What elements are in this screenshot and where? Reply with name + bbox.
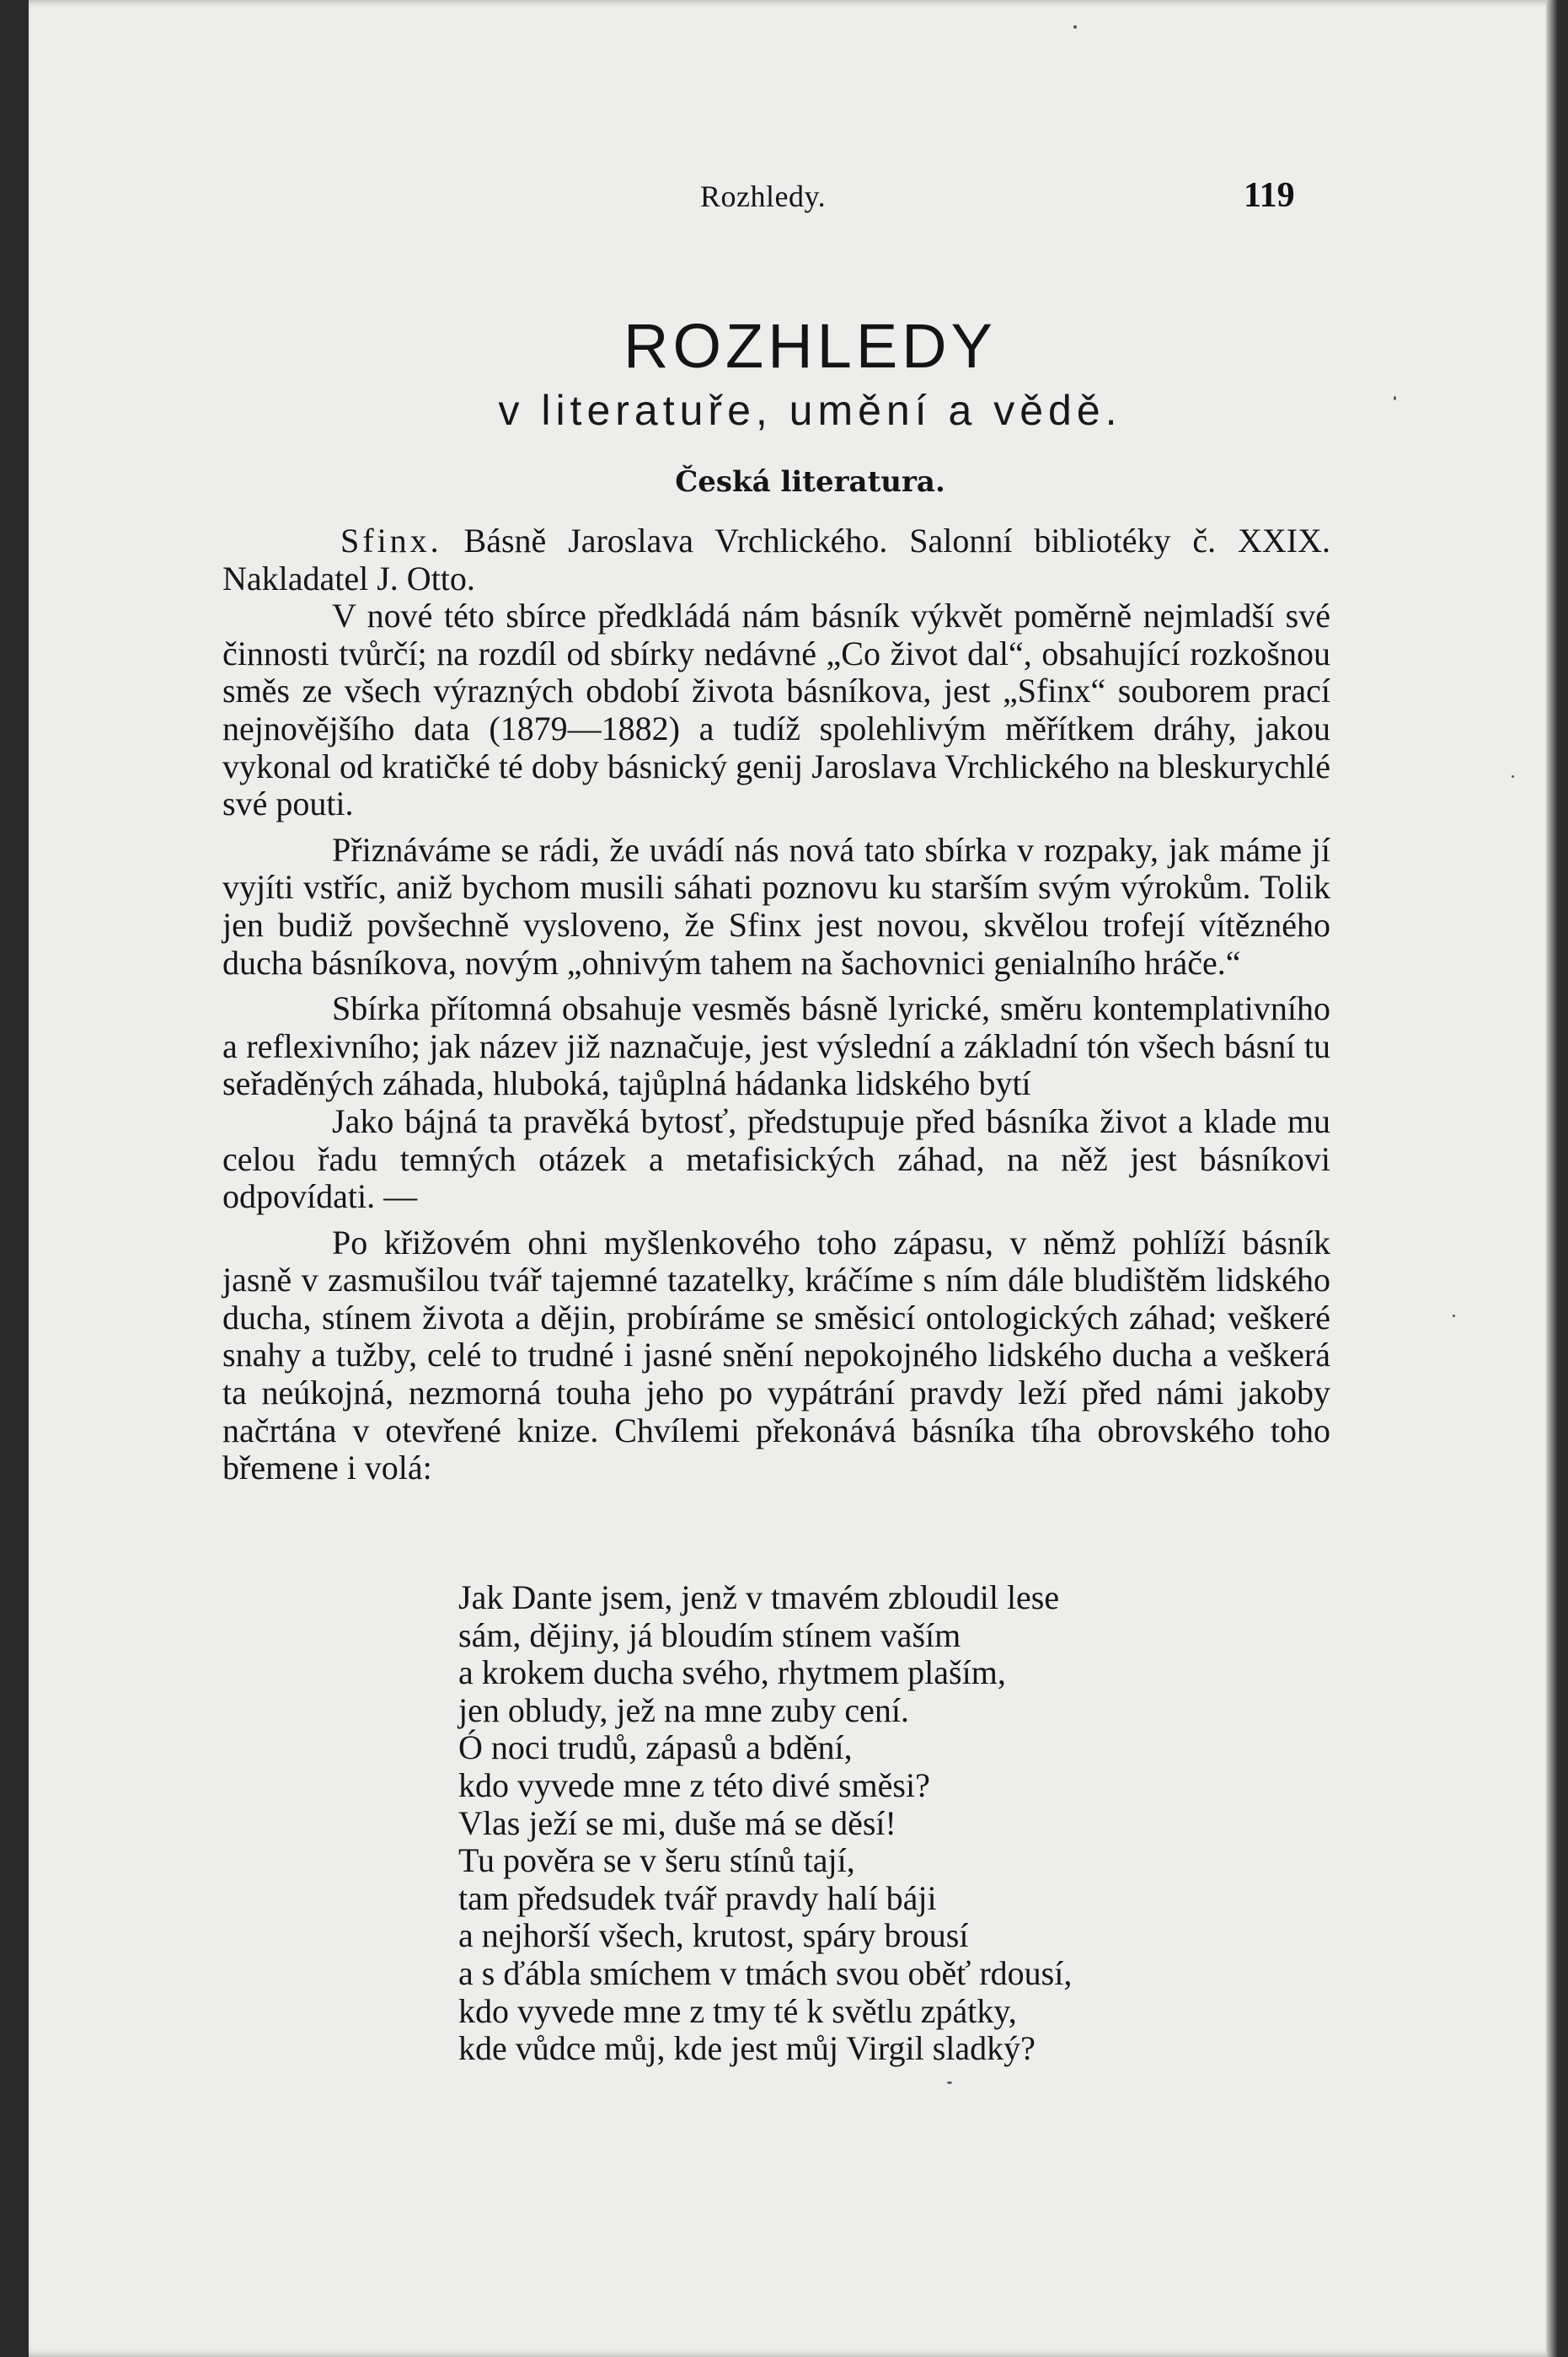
running-head: Rozhledy. (700, 179, 827, 213)
paragraph: V nové této sbírce předkládá nám básník výkvět poměrně nejmladší své činnosti tvůrčí; na rozdíl od sbírky nedávné „Co život dal“, obsahující rozkošnou směs ze všech výrazných období života básníkova, jest „Sfinx“ souborem prací nejnovějšího data (1879—1882) a tudíž spolehlivým měřítkem dráhy, jakou vykonal od kratičké té doby básnický genij Jaroslava Vrchlického na bleskurychlé své pouti. (222, 597, 1330, 823)
page-subtitle: v literatuře, umění a vědě. (498, 387, 1122, 434)
review-body (222, 522, 1330, 1487)
poem-line: Ó noci trudů, zápasů a bdění, (458, 1728, 853, 1767)
poem-line: a s ďábla smíchem v tmách svou oběť rdousí, (458, 1953, 1073, 1992)
scan-speck (1453, 1315, 1455, 1317)
scan-speck (1073, 25, 1077, 29)
scan-speck (1512, 775, 1514, 778)
poem-line: kdo vyvede mne z tmy té k světlu zpátky, (458, 1991, 1017, 2030)
section-heading: Česká literatura. (675, 465, 945, 499)
book-title: Sfinx. (340, 522, 442, 560)
poem-line: tam předsudek tvář pravdy halí báji (458, 1878, 937, 1917)
poem-line: Tu pověra se v šeru stínů tají, (458, 1841, 855, 1880)
page-title: ROZHLEDY (623, 311, 997, 381)
poem-line: jen obludy, jež na mne zuby cení. (458, 1690, 909, 1729)
review-intro-rest: Básně Jaroslava Vrchlického. Salonní bibliotéky č. XXIX. Nakladatel J. Otto. (222, 522, 1330, 597)
poem-line: a krokem ducha svého, rhytmem plaším, (458, 1653, 1006, 1692)
paragraph: Jako bájná ta pravěká bytosť, předstupuje před básníka život a klade mu celou řadu temných otázek a metafisických záhad, na něž jest básníkovi odpovídati. — (222, 1101, 1330, 1216)
page-header (29, 176, 1558, 221)
poem-line: kde vůdce můj, kde jest můj Virgil sladký? (458, 2029, 1036, 2068)
review-intro (222, 522, 1330, 597)
paragraph: Sbírka přítomná obsahuje vesměs básně lyrické, směru kontemplativního a reflexivního; jak název již naznačuje, jest výslední a základní tón všech básní tu seřaděných záhada, hluboká, tajůplná hádanka lidského bytí (222, 989, 1330, 1103)
scan-speck (947, 2081, 952, 2084)
paragraph: Po křižovém ohni myšlenkového toho zápasu, v němž pohlíží básník jasně v zasmušilou tvář tajemné tazatelky, kráčíme s ním dále bludištěm lidského ducha, stínem života a dějin, probíráme se směsicí ontologických záhad; veškeré snahy a tužby, celé to trudné i jasné snění nepokojného lidského ducha a veškerá ta neúkojná, nezmorná touha jeho po vypátrání pravdy leží před námi jakoby načrtána v otevřené knize. Chvílemi překonává básníka tíha obrovského toho břemene i volá: (222, 1223, 1330, 1487)
page-number: 119 (1244, 176, 1295, 215)
book-page (29, 0, 1558, 2357)
poem-quote (458, 1579, 1217, 2068)
scan-speck (1394, 396, 1396, 400)
poem-line: Jak Dante jsem, jenž v tmavém zbloudil lese (458, 1578, 1060, 1616)
poem-line: a nejhorší všech, krutost, spáry brousí (458, 1916, 969, 1955)
poem-line: Vlas ježí se mi, duše má se děsí! (458, 1803, 896, 1842)
paragraph: Přiznáváme se rádi, že uvádí nás nová tato sbírka v rozpaky, jak máme jí vyjíti vstříc, aniž bychom musili sáhati poznovu ku starším svým výrokům. Tolik jen budiž povšechně vysloveno, že Sfinx jest novou, skvělou trofejí vítězného ducha básníkova, novým „ohnivým tahem na šachovnici genialního hráče.“ (222, 830, 1330, 982)
poem-line: kdo vyvede mne z této divé směsi? (458, 1765, 930, 1804)
poem-line: sám, dějiny, já bloudím stínem vaším (458, 1615, 961, 1654)
